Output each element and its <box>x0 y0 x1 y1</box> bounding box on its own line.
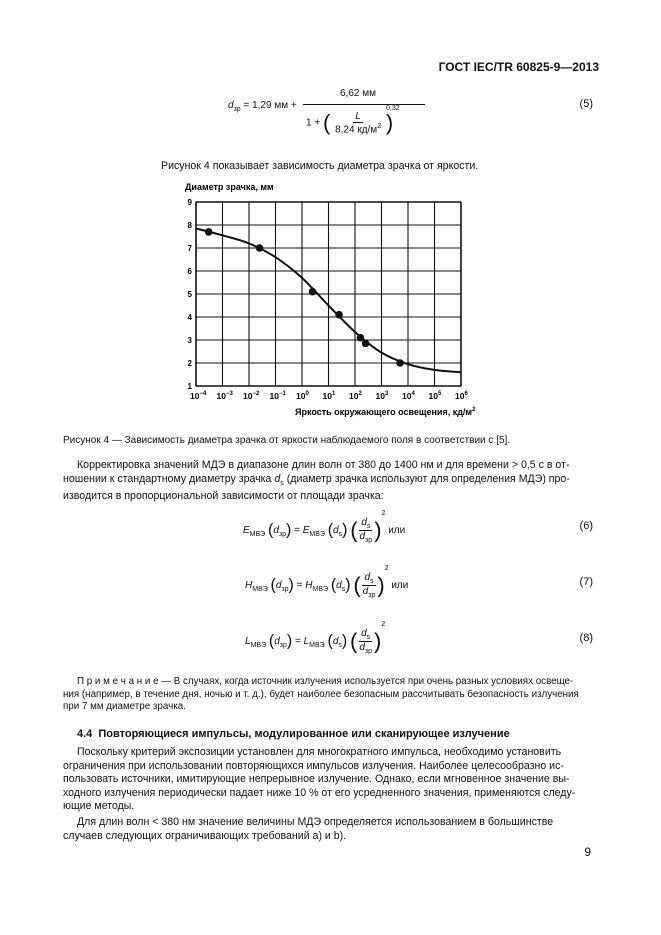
eq8-ratio-d: d <box>359 641 365 653</box>
eq6-ratio-n: d <box>361 516 367 528</box>
data-point <box>396 359 404 367</box>
eq7-arg-sub: зр <box>281 586 289 593</box>
x-tick-label: $10^2$ <box>349 391 362 401</box>
x-tick-label: $10^{-1}$ <box>269 391 286 401</box>
section-heading-4-4: 4.4 Повторяющиеся импульсы, модулированное или сканирующее излучение <box>77 728 510 740</box>
eq6-ratio-n-sub: s <box>366 522 371 530</box>
data-point <box>335 311 343 319</box>
section-p1-line-3: пользовать источники, имитирующие непрерывное излучение. Однако, если мгновенное значение вы- <box>63 773 570 786</box>
eq8-ratio <box>357 628 374 655</box>
correction-line-3: изводится в пропорциональной зависимости от площади зрачка: <box>63 490 384 503</box>
eq8-arg-sub: зр <box>279 642 287 649</box>
eq5-lhs: d <box>228 100 234 111</box>
eq7-symbol: H <box>245 579 253 591</box>
equation-6: $E_{МВЭ}$ $(d_{зр}) = E_{МВЭ}$ $(d_s)$ ( $\frac{d_s}{d_{зр}}$ )$^2$ или <box>243 510 406 544</box>
section-paragraph-1 <box>63 746 598 814</box>
equation-5-number: (5) <box>579 98 593 110</box>
eq8-symbol: L <box>245 635 251 647</box>
note-line-3: при 7 мм диаметре зрачка. <box>63 701 186 713</box>
data-point <box>256 244 264 252</box>
section-p2-line-2: случаев следующих ограничивающих требований a) и b). <box>63 829 347 842</box>
x-tick-label: $10^1$ <box>322 391 336 401</box>
eq5-const-term: 1,29 мм + <box>252 100 297 111</box>
eq7-ds: d <box>336 580 342 591</box>
data-point <box>357 334 365 342</box>
x-axis-label-sup: 2 <box>472 407 476 413</box>
eq6-arg: d <box>273 525 279 536</box>
x-tick-label: $10^{-4}$ <box>190 391 207 401</box>
note-block <box>63 676 598 714</box>
correction-line-2a: ношении к стандартному диаметру зрачка <box>63 472 275 485</box>
eq5-inner-fraction <box>333 111 383 135</box>
eq6-ratio-d: d <box>359 530 366 542</box>
y-tick-label: 7 <box>187 244 192 253</box>
y-axis-label: Диаметр зрачка, мм <box>185 182 274 192</box>
eq6-tail: или <box>388 524 406 536</box>
eq8-ratio-d-sub: зр <box>364 647 372 655</box>
eq8-exp: 2 <box>381 621 386 628</box>
equation-5 <box>228 88 488 134</box>
eq7-tail: или <box>391 579 409 591</box>
x-tick-label: $10^0$ <box>296 391 309 401</box>
eq6-ds: d <box>333 525 339 536</box>
x-tick-label: $10^6$ <box>455 391 468 401</box>
x-tick-label: $10^3$ <box>375 391 389 401</box>
correction-line-2b: (диаметр зрачка используют для определения МДЭ) про- <box>283 472 570 485</box>
eq8-arg: d <box>274 636 280 647</box>
eq5-exponent: 0,32 <box>386 105 400 112</box>
equation-7-number: (7) <box>579 576 593 588</box>
grid <box>196 202 461 386</box>
section-p1-line-4: ходного излучения периодически падает ниже 10 % от его усредненного значения, применяются следу- <box>63 786 576 799</box>
data-point <box>205 228 213 236</box>
eq7-exp: 2 <box>384 565 389 572</box>
eq8-sub: МВЭ <box>250 642 267 649</box>
eq7-ratio <box>361 572 378 599</box>
section-p1-line-1: Поскольку критерий экспозиции установлен для многократного импульса, необходимо установить <box>77 746 562 758</box>
eq6-exp: 2 <box>381 510 386 517</box>
eq6-arg-sub: зр <box>278 531 286 538</box>
note-line-2: ния (например, в течение дня, ночью и т. д.), будет наиболее безопасным рассчитывать безопасность излучения <box>63 688 579 700</box>
eq7-ratio-n: d <box>364 571 371 583</box>
section-p1-line-2: ограничения при использовании повторяющихся импульсов излучения. Наиболее целесообразно ис- <box>63 759 564 772</box>
section-paragraph-2 <box>63 816 598 843</box>
page-number: 9 <box>584 845 591 859</box>
figure-4-caption: Рисунок 4 — Зависимость диаметра зрачка от яркости наблюдаемого поля в соответствии с [5]. <box>63 435 511 446</box>
eq5-main-fraction-line <box>303 104 425 105</box>
eq8-symbol-r: L <box>303 635 310 647</box>
section-p1-line-5: ющие методы. <box>63 800 135 813</box>
y-tick-label: 9 <box>187 198 192 207</box>
eq7-ds-sub: s <box>341 586 346 593</box>
eq6-symbol: E <box>243 524 250 536</box>
x-tick-label: $10^{-2}$ <box>243 391 260 401</box>
x-tick-label: $10^4$ <box>402 391 415 401</box>
eq6-ratio-d-sub: зр <box>365 536 373 544</box>
eq5-inner-denom-sup: 2 <box>377 122 382 130</box>
eq5-right-paren: ) <box>385 110 394 135</box>
correction-line-1: Корректировка значений МДЭ в диапазоне длин волн от 380 до 1400 нм и для времени > 0,5 с в от- <box>77 459 570 471</box>
eq7-sub: МВЭ <box>252 586 268 593</box>
eq8-ds-sub: s <box>338 642 342 649</box>
correction-ds: d <box>274 472 281 485</box>
y-tick-label: 3 <box>187 336 192 345</box>
eq6-symbol-r: E <box>302 524 310 536</box>
x-tick-label: $10^{-3}$ <box>216 391 233 401</box>
x-tick-label: $10^5$ <box>428 391 442 401</box>
eq6-sub: МВЭ <box>249 531 266 538</box>
document-code-header: ГОСТ IEC/TR 60825-9—2013 <box>438 60 599 74</box>
eq8-ds: d <box>332 636 339 647</box>
correction-ds-sub: s <box>280 479 284 487</box>
data-points <box>205 228 404 367</box>
eq8-sub-r: МВЭ <box>309 642 325 649</box>
eq7-ratio-n-sub: s <box>370 577 374 585</box>
eq5-eq-sign: = <box>243 100 250 111</box>
eq6-sub-r: МВЭ <box>309 531 325 538</box>
eq6-ratio <box>358 517 375 544</box>
eq8-ratio-n-sub: s <box>366 633 371 641</box>
figure-4-intro: Рисунок 4 показывает зависимость диаметра зрачка от яркости. <box>161 160 479 172</box>
eq7-ratio-d-sub: зр <box>368 591 376 599</box>
correction-line-2 <box>63 473 598 491</box>
eq5-left-paren: ( <box>322 110 331 135</box>
y-tick-label: 8 <box>187 221 192 230</box>
y-tick-label: 1 <box>187 382 192 391</box>
eq7-ratio-d: d <box>362 585 369 597</box>
eq7-sub-r: МВЭ <box>312 586 329 593</box>
section-p2-line-1: Для длин волн < 380 нм значение величины МДЭ определяется использованием в большинстве <box>77 816 554 828</box>
equation-6-number: (6) <box>579 520 593 532</box>
y-tick-label: 5 <box>187 290 192 299</box>
equation-7: $H_{МВЭ}$ $(d_{зр}) = H_{МВЭ}$ $(d_s)$ ( $\frac{d_s}{d_{зр}}$ )$^2$ или <box>245 565 409 599</box>
correction-paragraph <box>63 459 598 504</box>
y-tick-label: 6 <box>187 267 192 276</box>
y-ticks <box>188 198 193 391</box>
eq5-inner-denom: 8,24 кд/м <box>335 124 378 136</box>
pupil-diameter-chart <box>180 178 480 423</box>
x-axis-label-text: Яркость окружающего освещения, кд/м <box>295 407 473 417</box>
data-point <box>309 288 317 296</box>
eq5-inner-numer: L <box>355 110 361 122</box>
data-point <box>362 340 370 348</box>
y-tick-label: 4 <box>187 313 192 322</box>
note-line-1: П р и м е ч а н и е — В случаях, когда источник излучения используется при очень разных условиях освеще- <box>77 676 574 687</box>
y-tick-label: 2 <box>187 359 192 368</box>
x-axis-label <box>295 407 476 417</box>
x-ticks <box>190 391 468 401</box>
equation-8: $L_{МВЭ}$ $(d_{зр}) = L_{МВЭ}$ $(d_s)$ ( $\frac{d_s}{d_{зр}}$ )$^2$ <box>245 621 386 655</box>
eq5-denom-one: 1 + <box>306 117 321 129</box>
eq7-arg: d <box>275 580 282 591</box>
equation-8-number: (8) <box>579 632 593 644</box>
eq5-numerator: 6,62 мм <box>340 88 376 99</box>
eq7-symbol-r: H <box>305 579 313 591</box>
eq5-lhs-sub: зр <box>233 106 241 113</box>
eq8-ratio-n: d <box>361 627 367 639</box>
eq6-ds-sub: s <box>338 531 343 538</box>
